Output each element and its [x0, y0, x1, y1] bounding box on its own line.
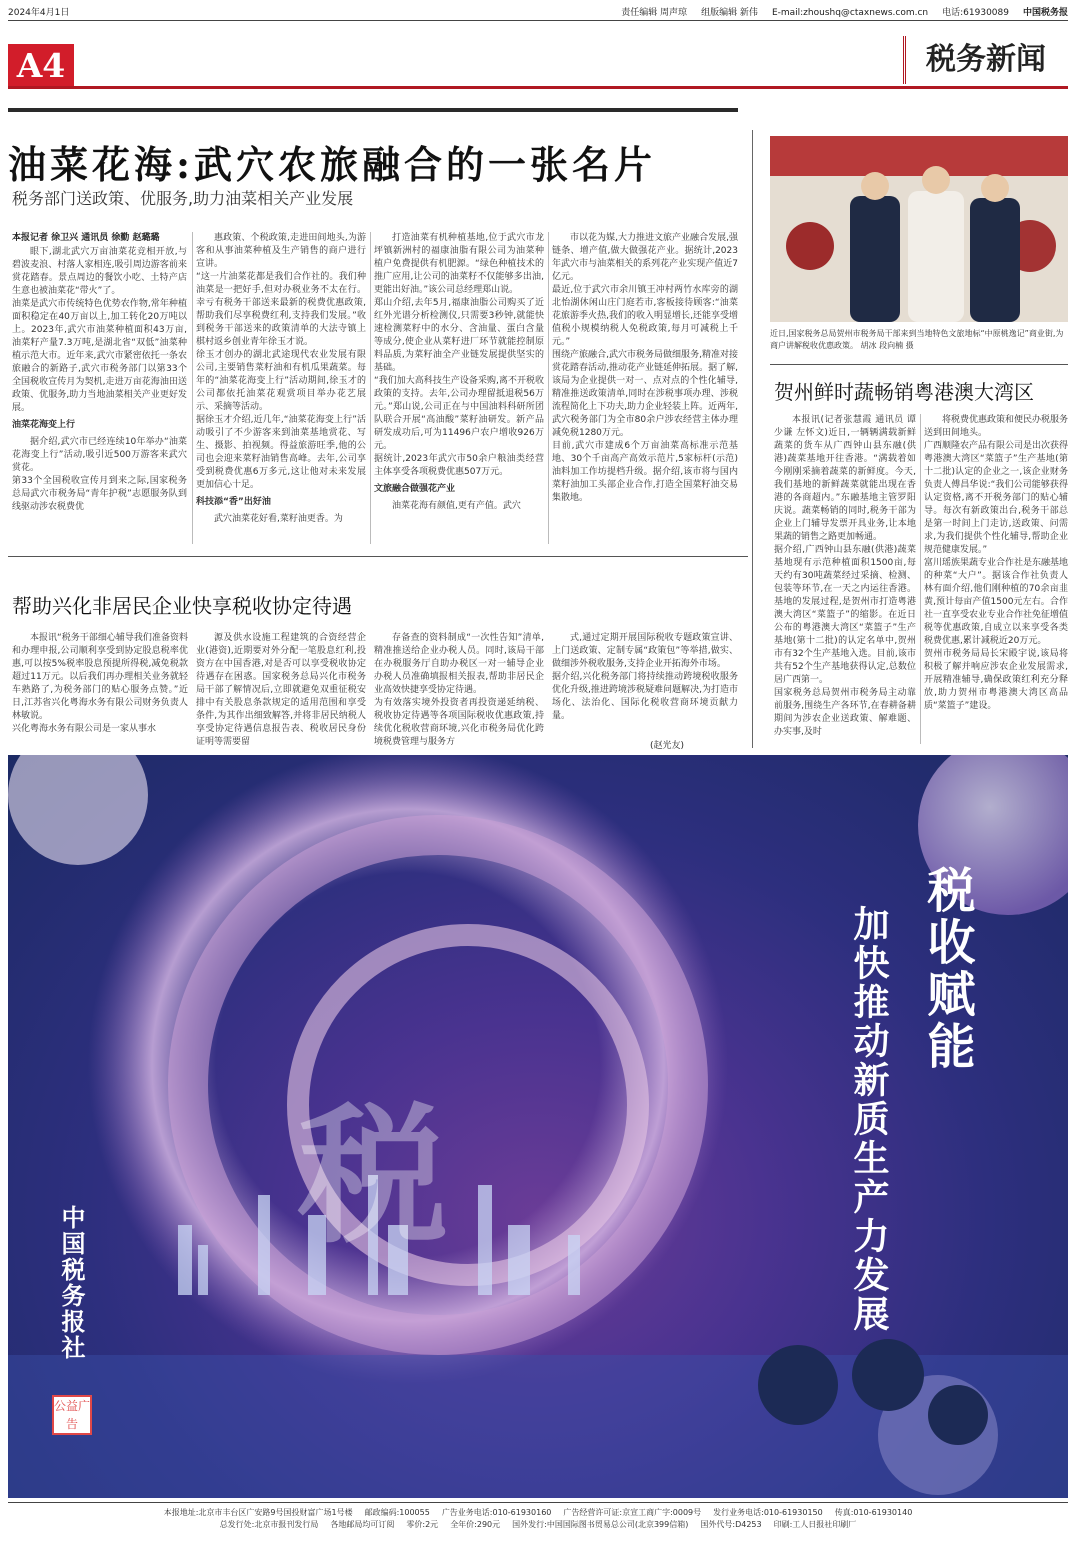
duty-editor: 责任编辑 周声琼	[621, 8, 688, 18]
article2-column-1	[774, 414, 916, 750]
article3-column-1	[12, 632, 188, 748]
article1-col2b-text: 武穴油菜花好看,菜籽油更香。为	[214, 514, 343, 524]
footer-printer: 印刷:工人日报社印刷厂	[773, 1520, 857, 1529]
layout-editor: 组版编辑 新伟	[701, 8, 758, 18]
paper-name: 中国税务报	[1022, 8, 1068, 18]
article1-column-1	[12, 246, 187, 546]
footer-line-1	[8, 1507, 1068, 1519]
footer-foreign-code: 国外代号:D4253	[700, 1520, 762, 1529]
article1-col2-text: 惠政策、个税政策,走进田间地头,为游客和从事油菜种植及生产销售的商户进行宣讲。 “这一片油菜花都是我们合作社的。我们种油菜是一把好手,但对办税业务不太在行。幸亏有税务干部送来最新的税费优惠政策,帮助我们尽享税费红利,支持我们发展。”收到税务干部送来的政策清单的大法寺镇上棋村返乡创业青年徐玉才说。 徐玉才创办的湖北武途现代农业发展有限公司,主要销售菜籽油和有机瓜果蔬菜。每年的“油菜花海变上行”活动期间,徐玉才的公司都依托油菜花观赏项目举办花艺展示、采摘等活动。 据徐玉才介绍,近几年,“油菜花海变上行”活动吸引了不少游客来到油菜基地赏花、写生、摄影、拍视频。得益旅游旺季,他的公司也会迎来菜籽油销售高峰。去年,公司享受到税费优惠6万多元,这让他对未来发展更加信心十足。	[196, 233, 366, 490]
article2-rule	[770, 364, 1068, 365]
article3-rule	[8, 556, 748, 557]
poster-subtitle: 加快推动新质生产力发展	[848, 905, 890, 1334]
article1-col3b-text: 油菜花海有颜值,更有产值。武穴	[392, 501, 521, 511]
article3-headline: 帮助兴化非居民企业快享税收协定待遇	[12, 594, 352, 618]
poster-seal: 公益广告	[52, 1395, 92, 1435]
article1-column-3	[374, 232, 544, 546]
editor-phone: 电话:61930089	[942, 8, 1009, 18]
footer-line-2	[8, 1519, 1068, 1531]
article1-column-4	[552, 232, 738, 546]
page-header	[8, 6, 1068, 21]
footer-ad-phone: 广告业务电话:010-61930160	[441, 1508, 552, 1517]
article3-column-4	[552, 632, 738, 732]
page-footer	[8, 1502, 1068, 1531]
footer-ad-license: 广告经营许可证:京宣工商广字:0009号	[563, 1508, 702, 1517]
article1-col2-subheading: 科技添“香”出好油	[196, 497, 271, 507]
footer-price: 零价:2元	[406, 1520, 439, 1529]
article3-col4-text: 式,通过定期开展国际税收专题政策宣讲、上门送政策、定制专属“政策包”等举措,做实、做细涉外税收服务,支持企业开拓海外市场。 据介绍,兴化税务部门将持续推动跨境税收服务优化升级,推进跨境涉税疑难问题解决,为打造市场化、法治化、国际化税收营商环境贡献力量。	[552, 633, 738, 721]
poster-org: 中国税务报社	[57, 1205, 86, 1361]
footer-postcode: 邮政编码:100055	[364, 1508, 430, 1517]
section-title: 税务新闻	[903, 36, 1066, 84]
article1-col1-subheading: 油菜花海变上行	[12, 420, 76, 430]
article2-column-2	[924, 414, 1068, 750]
photo-illustration	[770, 136, 1068, 322]
article3-author: (赵光友)	[650, 741, 685, 751]
article1-col4-text: 市以花为媒,大力推进文旅产业融合发展,强链条、增产值,做大做强花产业。据统计,2023年武穴市与油菜相关的系列花产业实现产值近7亿元。 最近,位于武穴市余川镇王冲村两竹水库旁的湖北怡湖休闲山庄门庭若市,客板接待顾客:“油菜花旅游季火热,我们的收入明显增长,还能享受增值税小规模纳税人免税政策,每月可减税上千元。” 围绕产旅融合,武穴市税务局做细服务,精准对接赏花踏春活动,推动花产业链延伸拓展。据了解,该局为企业提供一对一、点对点的个性化辅导,精准推送政策清单,同时在涉税事项办理、涉税流程简化上下功夫,助力企业轻装上阵。近两年,武穴税务部门为全市80余户涉农经营主体办理减免税1280万元。 目前,武穴市建成6个万亩油菜高标准示范基地、30个千亩高产高效示范片,5家标杆(示范)油料加工作坊提档升级。据介绍,该市将与国内菜籽油加工头部企业合作,打造全国菜籽油交易集散地。	[552, 233, 738, 503]
poster-title: 税收赋能	[919, 865, 975, 1073]
poster-artwork	[8, 755, 1068, 1498]
editor-email: E-mail:zhoushq@ctaxnews.com.cn	[771, 8, 929, 18]
article1-col1b-text: 据介绍,武穴市已经连续10年举办“油菜花海变上行”活动,吸引近500万游客来武穴赏花。 第33个全国税收宣传月到来之际,国家税务总局武穴市税务局“青年护税”志愿服务队到线驱动涉农税费优	[12, 437, 187, 512]
article1-headline: 油菜花海:武穴农旅融合的一张名片	[8, 142, 657, 187]
article-top-rule	[8, 108, 738, 112]
footer-address: 本报地址:北京市丰台区广安路9号国投财富广场1号楼	[163, 1508, 353, 1517]
article2-col1-text: 本报讯(记者张慧霞 通讯员 谭少谦 左怀文)近日,一辆辆满载新鲜蔬菜的货车从广西钟山县东融(供港)蔬菜基地开往香港。“满载着如今刚刚采摘着蔬菜的新鲜度。今天,我们基地的新鲜蔬菜就能出现在香港的各商超内。”东融基地主管罗阳庆说。蔬菜畅销的同时,税务干部为企业上门辅导发票开具业务,让本地果蔬的销售之路更加畅通。 据介绍,广西钟山县东融(供港)蔬菜基地现有示范种植面积1500亩,每天约有30吨蔬菜经过采摘、检测、包装等环节,在一天之内运往香港。基地的发展过程,是贺州市打造粤港澳大湾区“菜篮子”的缩影。在近日公布的粤港澳大湾区“菜篮子”生产基地(第十二批)的认定名单中,贺州市有32个生产基地入选。目前,该市共有52个生产基地获得认定,总数位居广西第一。 国家税务总局贺州市税务局主动靠前服务,围绕生产各环节,在春耕备耕期间为涉农企业送政策、解难题、办实事,及时	[774, 415, 916, 737]
article3-col2-text: 源及供水设施工程建筑的合资经营企业(港资),近期要对外分配一笔股息红利,投资方在中国香港,对是否可以享受税收协定待遇存在困惑。国家税务总局兴化市税务局干部了解情况后,立即就避免双重征税安排中有关股息条款规定的适用范围和享受条件,为其作出细致解答,并将非居民纳税人享受协定待遇信息报告表、税收居民身份证明等需要留	[196, 633, 366, 747]
article1-column-2	[196, 232, 366, 546]
footer-dist-phone: 发行业务电话:010-61930150	[713, 1508, 823, 1517]
article3-column-3	[374, 632, 544, 748]
article1-col3-subheading: 文旅融合做强花产业	[374, 484, 456, 494]
article1-byline: 本报记者 徐卫兴 通讯员 徐勤 赵璐璐	[12, 233, 160, 243]
footer-foreign-dist: 国外发行:中国国际图书贸易总公司(北京399信箱)	[512, 1520, 689, 1529]
article1-subhead: 税务部门送政策、优服务,助力油菜相关产业发展	[12, 189, 354, 208]
column-divider	[370, 232, 371, 544]
article3-col1-text: 本报讯“税务干部细心辅导我们准备资料和办理申报,公司顺利享受到协定股息税率优惠,可以按5%税率股息预提所得税,减免税款超过11万元。以后我们再办理相关业务就轻车熟路了,为税务部门的贴心服务点赞。”近日,江苏省兴化粤海水务有限公司财务负责人林敏说。 兴化粤海水务有限公司是一家从事水	[12, 633, 188, 734]
photo-caption: 近日,国家税务总局贺州市税务局干部来到当地特色文旅地标“中原桃逸记”商业街,为商户讲解税收优惠政策。 胡冰 段向楠 摄	[770, 329, 1064, 350]
footer-fax: 传真:010-61930140	[834, 1508, 913, 1517]
header-band	[8, 86, 1068, 89]
article1-col1-text: 眼下,湖北武穴万亩油菜花竞相开放,与碧波麦浪、村落人家相连,吸引周边游客前来赏花踏春。景点周边的餐饮小吃、土特产店生意也被油菜花“带火”了。 油菜是武穴市传统特色优势农作物,常年种植面积稳定在40万亩以上,加工转化20万吨以上。2023年,武穴市油菜种植面积43万亩,油菜籽产量7.3万吨,是湖北省“双低”油菜种植示范大市。近年来,武穴市紧密依托一条农旅融合的新路子,武穴市税务部门以第33个全国税收宣传月为契机,走进万亩花海油田送政策、优服务,助力当地油菜相关产业更好发展。	[12, 247, 187, 413]
article3-col3-text: 存备查的资料制成“一次性告知”清单,精准推送给企业办税人员。同时,该局干部在办税服务厅自助办税区一对一辅导企业办税人员准确填报相关报表,帮助非居民企业高效快捷享受协定待遇。 为有效落实境外投资者再投资递延纳税、税收协定待遇等各项国际税收优惠政策,持续优化税收营商环境,兴化市税务局优化跨境税费管理与服务方	[374, 633, 544, 747]
page-number: A4	[8, 44, 74, 88]
column-divider	[192, 232, 193, 544]
footer-distributor: 总发行处:北京市报刊发行局	[219, 1520, 319, 1529]
public-service-poster	[8, 755, 1068, 1498]
article1-col3-text: 打造油菜有机种植基地,位于武穴市龙坪镇新洲村的福康油脂有限公司为油菜种植户免费提供有机肥源。“绿色种植技术的推广应用,让公司的油菜籽不仅能够多出油,更能出好油。”该公司总经理郑山说。 郑山介绍,去年5月,福康油脂公司购买了近红外光谱分析检测仪,只需要3秒钟,就能快速检测菜籽中的水分、含油量、蛋白含量等成分,使企业从菜籽进厂环节就能控制原料品质,为菜籽油全产业链发展提供坚实的基础。 “我们加大高科技生产设备采购,离不开税收政策的支持。去年,公司办理留抵退税56万元。”郑山说,公司正在与中国油料科研所团队联合开展“高油酸”菜籽油研发。新产品研发成功后,可为11496户农户增收926万元。 据统计,2023年武穴市50余户粮油类经营主体享受各项税费优惠507万元。	[374, 233, 544, 477]
poster-center-character: 税	[298, 1088, 449, 1264]
column-divider	[920, 414, 921, 744]
footer-annual-price: 全年价:290元	[450, 1520, 501, 1529]
article3-column-2	[196, 632, 366, 748]
issue-date: 2024年4月1日	[8, 8, 70, 18]
news-photo	[770, 136, 1068, 322]
article2-col2-text: 将税费优惠政策和便民办税服务送到田间地头。 广西顺隆农产品有限公司是出次获得粤港澳大湾区“菜篮子”生产基地(第十二批)认定的企业之一,该企业财务负责人傅昌华说:“我们公司能够获得认定资格,离不开税务部门的贴心辅导。每次有新政策出台,税务干部总是第一时间上门走访,送政策、问需求,为我们提供个性化辅导,帮助企业规范健康发展。” 富川瑶族果蔬专业合作社是东融基地的种菜“大户”。据该合作社负责人林有面介绍,他们刚种植的70余亩韭黄,预计每亩产值1500元左右。合作社一直享受农业专业合作社免征增值税等优惠政策,自成立以来享受各类税费优惠,累计减税近20万元。 贺州市税务局局长宋殿宇说,该局将积极了解并响应涉农企业发展需求,开展精准辅导,确保政策红利充分释放,助力贺州市粤港澳大湾区高品质“菜篮子”建设。	[924, 415, 1068, 711]
column-divider	[548, 232, 549, 544]
footer-subscribe: 各地邮局均可订阅	[330, 1520, 395, 1529]
vertical-rule	[752, 130, 753, 748]
article2-headline: 贺州鲜时蔬畅销粤港澳大湾区	[774, 380, 1034, 404]
